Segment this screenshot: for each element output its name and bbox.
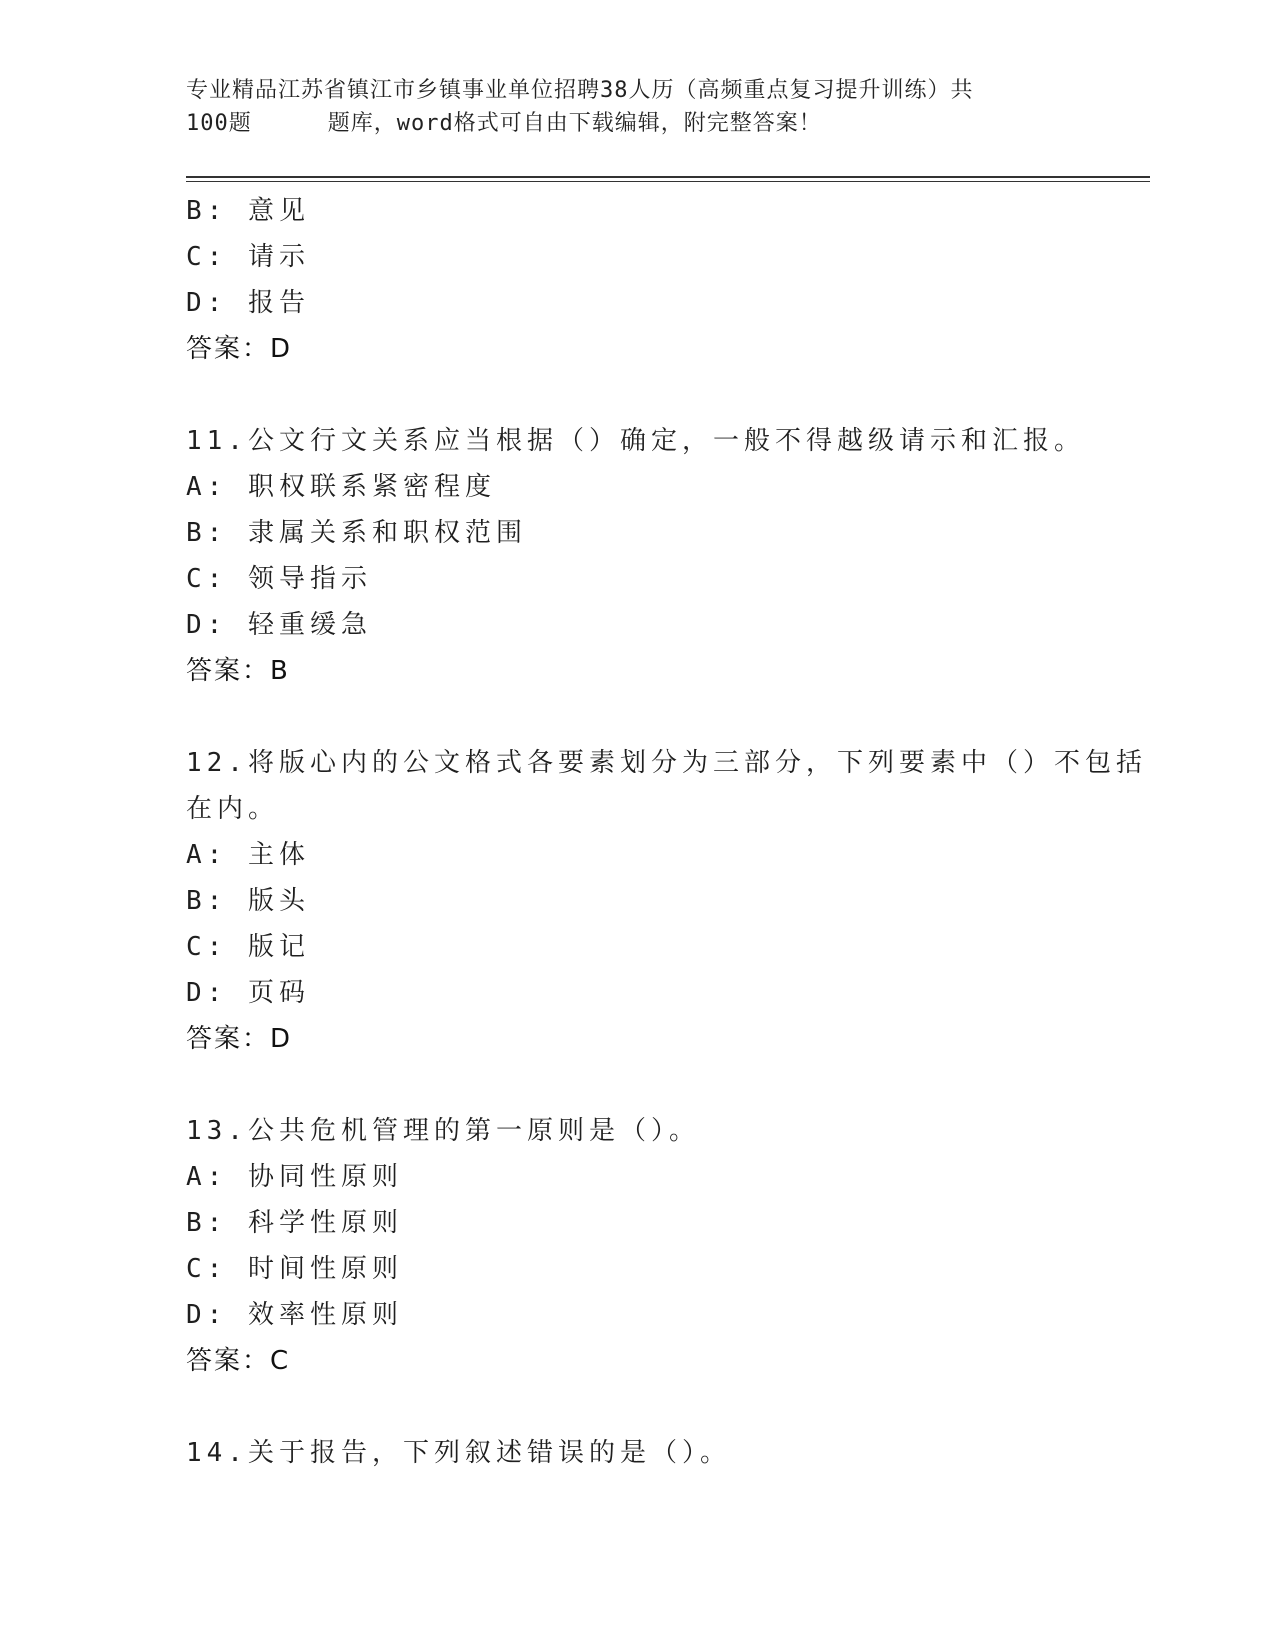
option-c (186, 924, 1086, 970)
option-text: 版记 (247, 932, 310, 962)
header-count: 100题 (186, 111, 252, 136)
option-b (186, 878, 1086, 924)
option-text: 页码 (247, 978, 310, 1008)
answer-line: 答案：D (186, 334, 293, 364)
option-letter: D: (186, 1300, 248, 1330)
header-title-line2 (186, 107, 1066, 140)
document-header (186, 74, 1066, 140)
answer-line: 答案：B (186, 656, 290, 686)
question-text-line1: 12.将版心内的公文格式各要素划分为三部分，下列要素中（）不包括 (186, 748, 1147, 778)
option-text: 职权联系紧密程度 (247, 472, 496, 502)
question-text: 13.公共危机管理的第一原则是（）。 (186, 1116, 700, 1146)
option-letter: B: (186, 886, 248, 916)
question-content (186, 188, 1147, 1476)
option-letter: B: (186, 1208, 248, 1238)
header-description: 题库，word格式可自由下载编辑，附完整答案！ (327, 111, 822, 136)
option-letter: B: (186, 196, 248, 226)
option-letter: C: (186, 932, 248, 962)
option-letter: C: (186, 564, 248, 594)
option-d (186, 280, 1086, 326)
option-a (186, 1154, 1086, 1200)
option-letter: C: (186, 242, 248, 272)
option-c (186, 1246, 1086, 1292)
answer-line: 答案：D (186, 1024, 293, 1054)
option-text: 请示 (247, 242, 310, 272)
option-b (186, 510, 1086, 556)
option-d (186, 602, 1086, 648)
question-text-line2: 在内。 (186, 794, 280, 824)
option-text: 效率性原则 (247, 1300, 403, 1330)
question-11 (186, 418, 1086, 694)
option-letter: D: (186, 288, 248, 318)
header-divider-thick (186, 176, 1150, 178)
option-b (186, 188, 1086, 234)
option-text: 版头 (247, 886, 310, 916)
question-text: 11.公文行文关系应当根据（）确定，一般不得越级请示和汇报。 (186, 426, 1085, 456)
question-12 (186, 740, 1147, 1062)
option-text: 领导指示 (247, 564, 372, 594)
option-text: 协同性原则 (247, 1162, 403, 1192)
option-letter: D: (186, 610, 248, 640)
answer-line: 答案：C (186, 1346, 291, 1376)
question-14 (186, 1430, 1086, 1476)
header-title-line1: 专业精品江苏省镇江市乡镇事业单位招聘38人历（高频重点复习提升训练）共 (186, 78, 974, 103)
option-letter: D: (186, 978, 248, 1008)
question-text: 14.关于报告，下列叙述错误的是（）。 (186, 1438, 731, 1468)
option-a (186, 832, 1086, 878)
option-d (186, 1292, 1086, 1338)
option-text: 主体 (247, 840, 310, 870)
option-letter: A: (186, 1162, 248, 1192)
option-b (186, 1200, 1086, 1246)
option-d (186, 970, 1086, 1016)
option-text: 隶属关系和职权范围 (247, 518, 527, 548)
header-divider-thin (186, 181, 1150, 182)
option-c (186, 556, 1086, 602)
option-c (186, 234, 1086, 280)
option-text: 时间性原则 (247, 1254, 403, 1284)
option-letter: A: (186, 840, 248, 870)
option-text: 科学性原则 (247, 1208, 403, 1238)
question-10-continuation (186, 188, 1086, 372)
option-text: 报告 (247, 288, 310, 318)
option-letter: A: (186, 472, 248, 502)
option-text: 轻重缓急 (247, 610, 372, 640)
option-letter: B: (186, 518, 248, 548)
option-text: 意见 (247, 196, 310, 226)
option-letter: C: (186, 1254, 248, 1284)
question-13 (186, 1108, 1086, 1384)
option-a (186, 464, 1086, 510)
